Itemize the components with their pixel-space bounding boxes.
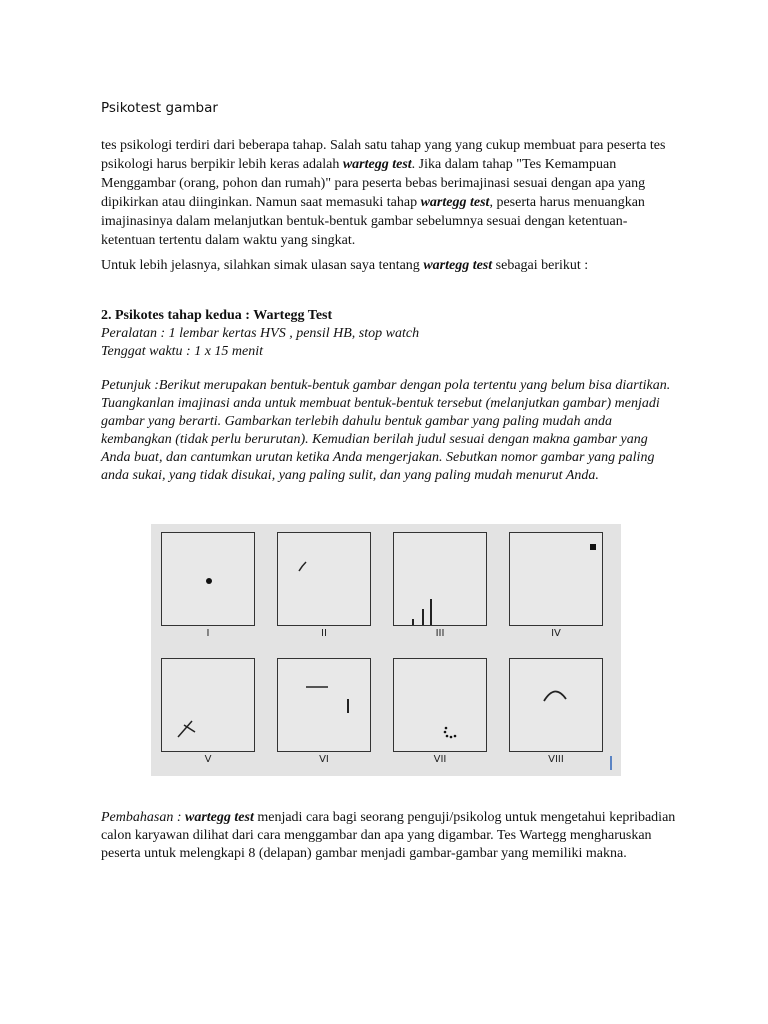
dotted-arc-stimulus <box>394 659 488 753</box>
wartegg-label-5: V <box>204 754 212 765</box>
invite-text-2: sebagai berikut : <box>492 258 589 273</box>
wartegg-label-1: I <box>206 628 210 639</box>
discussion-term: wartegg test <box>185 810 254 825</box>
section-block <box>101 307 676 361</box>
wartegg-box-7 <box>393 658 487 752</box>
intro-text-1: tes psikologi terdiri dari beberapa tahap. Salah satu tahap yang yang cukup membuat para peserta tes psikologi harus berpikir lebih keras adalah <box>101 138 666 172</box>
wartegg-label-6: VI <box>319 754 329 765</box>
intro-text-3: , peserta harus menuangkan imajinasinya dalam melanjutkan bentuk-bentuk gambar sebelumnya sesuai dengan ketentuan-ketentuan tertentu dalam waktu yang singkat. <box>101 195 645 248</box>
wartegg-label-8: VIII <box>548 754 564 765</box>
wartegg-label-7: VII <box>433 754 447 765</box>
wartegg-box-5 <box>161 658 255 752</box>
discussion-paragraph <box>101 809 676 863</box>
wartegg-box-3 <box>393 532 487 626</box>
section-title: 2. Psikotes tahap kedua : Wartegg Test <box>101 308 333 323</box>
discussion-text: menjadi cara bagi seorang penguji/psikolog untuk mengetahui kepribadian calon karyawan dilihat dari cara menggambar dan apa yang digambar. Tes Wartegg mengharuskan peserta untuk melengkapi 8 (delapan) gambar menjadi gambar-gambar yang memiliki makna. <box>101 810 676 861</box>
wartegg-label-4: IV <box>551 628 561 639</box>
intro-term-1: wartegg test <box>342 157 412 172</box>
section-time: Tenggat waktu : 1 x 15 menit <box>101 344 264 359</box>
page-heading: Psikotest gambar <box>101 100 218 116</box>
curve-stimulus <box>278 533 372 627</box>
wartegg-label-3: III <box>435 628 445 639</box>
wartegg-box-6 <box>277 658 371 752</box>
bars-stimulus <box>394 533 488 627</box>
section-tools: Peralatan : 1 lembar kertas HVS , pensil HB, stop watch <box>101 326 420 341</box>
arc-stimulus <box>510 659 604 753</box>
lines-stimulus <box>278 659 372 753</box>
dot-stimulus <box>162 533 256 627</box>
instructions-paragraph: Petunjuk :Berikut merupakan bentuk-bentuk gambar dengan pola tertentu yang belum bisa diartikan. Tuangkanlan imajinasi anda untuk membuat bentuk-bentuk tersebut (melanjutkan gambar) menjadi gambar yang berarti. Gambarkan terlebih dahulu bentuk gambar yang paling mudah anda kembangkan (tidak perlu berurutan). Kemudian berilah judul sesuai dengan makna gambar yang Anda buat, dan cantumkan urutan ketika Anda mengerjakan. Sebutkan nomor gambar yang paling anda sukai, yang tidak disukai, yang paling sulit, dan yang paling mudah menurut Anda. <box>101 378 671 483</box>
invite-text-1: Untuk lebih jelasnya, silahkan simak ulasan saya tentang <box>101 258 424 273</box>
invite-paragraph <box>101 256 676 275</box>
intro-paragraph <box>101 136 676 250</box>
intro-term-2: wartegg test <box>420 195 490 210</box>
figure-edge-marker <box>610 756 612 770</box>
diagonal-lines-stimulus <box>162 659 256 753</box>
intro-text-2: . Jika dalam tahap "Tes Kemampuan Menggambar (orang, pohon dan rumah)" para peserta bebas berimajinasi sesuai dengan apa yang dipikirkan atau diinginkan. Namun saat memasuki tahap <box>101 157 646 210</box>
wartegg-figure <box>151 524 621 776</box>
wartegg-label-2: II <box>321 628 327 639</box>
invite-term: wartegg test <box>423 258 493 273</box>
discussion-lead: Pembahasan : <box>101 810 185 825</box>
wartegg-box-1 <box>161 532 255 626</box>
wartegg-box-2 <box>277 532 371 626</box>
wartegg-box-8 <box>509 658 603 752</box>
square-stimulus <box>510 533 604 627</box>
wartegg-box-4 <box>509 532 603 626</box>
